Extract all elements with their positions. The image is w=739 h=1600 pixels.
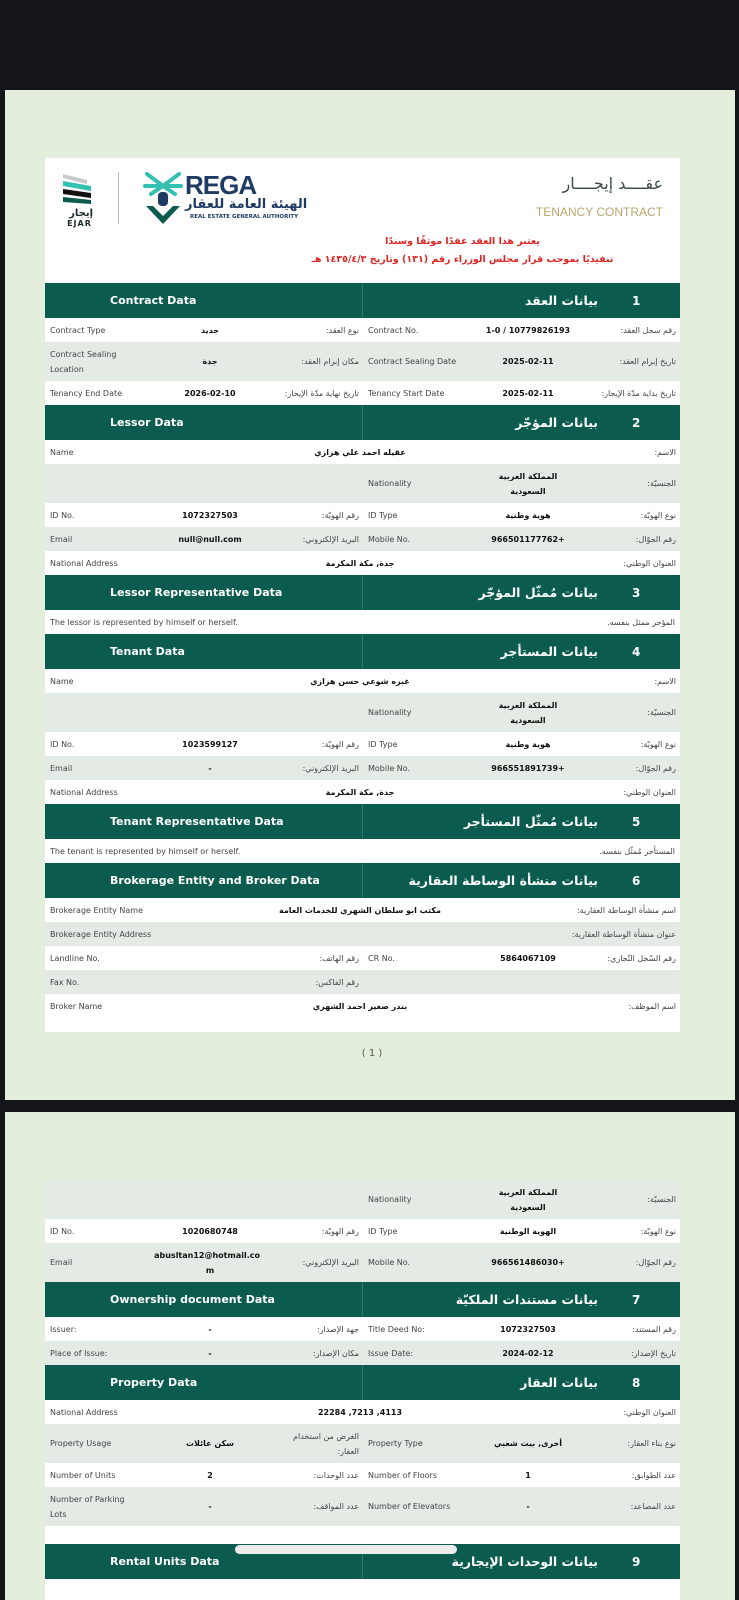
field-value: هوية وطنية bbox=[505, 510, 551, 520]
rega-name-en: REAL ESTATE GENERAL AUTHORITY bbox=[190, 214, 299, 220]
section-title-ar: بيانات مُمثّل المؤجّر bbox=[478, 585, 598, 600]
field-label-en: Issue Date: bbox=[368, 1348, 414, 1358]
table-row bbox=[45, 1424, 680, 1463]
section-title-ar-group bbox=[363, 1282, 680, 1317]
section-title-en: Brokerage Entity and Broker Data bbox=[45, 863, 363, 898]
field-label-ar: الجنسيّة: bbox=[647, 1195, 676, 1204]
field-value: 1 bbox=[525, 1470, 531, 1480]
section-title-ar: بيانات المؤجّر bbox=[515, 415, 598, 430]
field-label-ar: نوع بناء العقار: bbox=[627, 1439, 676, 1448]
section-title-ar-group bbox=[363, 575, 680, 610]
section-header bbox=[45, 1365, 680, 1400]
field-label-ar: الاسم: bbox=[654, 676, 676, 686]
field-value: سكن عائلات bbox=[185, 1439, 235, 1448]
field-value: المملكة العربية السعودية bbox=[498, 471, 558, 496]
field-label-ar: تاريخ إبرام العقد: bbox=[619, 357, 676, 366]
field-label-en: The lessor is represented by himself or herself. bbox=[50, 617, 238, 627]
table-row bbox=[45, 1317, 680, 1341]
ejar-logo-ar: إيجار bbox=[69, 208, 93, 219]
field-label-en: Fax No. bbox=[50, 977, 80, 987]
table-row bbox=[45, 342, 680, 381]
field-label-ar: نوع العقد: bbox=[325, 325, 359, 335]
section-spacer bbox=[45, 1526, 680, 1544]
field-label-en: CR No. bbox=[368, 953, 395, 963]
table-row bbox=[45, 1487, 680, 1526]
field-label-en: ID Type bbox=[368, 510, 398, 520]
field-label-ar: رقم الفاكس: bbox=[315, 977, 359, 987]
field-label-en: The tenant is represented by himself or herself. bbox=[50, 846, 241, 856]
field-label-ar: رقم المستند: bbox=[632, 1324, 676, 1334]
section-header bbox=[45, 634, 680, 669]
table-row bbox=[45, 1400, 680, 1424]
field-label-en: Mobile No. bbox=[368, 534, 411, 544]
field-label-ar: الغرض من استخدام العقار: bbox=[293, 1431, 359, 1456]
field-label-ar: المستأجر مُمثّل بنفسه. bbox=[599, 846, 675, 856]
field-label-en: Email bbox=[50, 534, 73, 544]
field-label-en: Brokerage Entity Name bbox=[50, 905, 143, 915]
document-title-ar: عقــــد إيجــــار bbox=[562, 174, 663, 193]
field-label-en: Contract Type bbox=[50, 325, 106, 335]
ejar-stripes-icon bbox=[57, 172, 97, 206]
section-title-ar-group bbox=[363, 634, 680, 669]
section-title-en: Lessor Representative Data bbox=[45, 575, 363, 610]
table-row bbox=[45, 970, 680, 994]
notice-line-2: تنفيذيًا بموجب قرار مجلس الوزراء رقم (١٣١) وتاريخ ١٤٣٥/٤/٣ هـ bbox=[311, 254, 614, 265]
field-label-en: Nationality bbox=[368, 1195, 412, 1204]
table-row bbox=[45, 1219, 680, 1243]
field-label-ar: مكان الإصدار: bbox=[312, 1348, 359, 1358]
field-label-en: Email bbox=[50, 763, 73, 773]
section-2 bbox=[45, 405, 680, 575]
field-label-ar: الاسم: bbox=[654, 447, 676, 457]
field-value: 1072327503 bbox=[500, 1324, 556, 1334]
field-value: 5864067109 bbox=[500, 953, 556, 963]
section-3 bbox=[45, 575, 680, 634]
field-label-en: ID No. bbox=[50, 510, 75, 520]
field-value: هوية وطنية bbox=[505, 739, 551, 749]
field-label-en: Brokerage Entity Address bbox=[50, 929, 152, 939]
field-value: +966551891739 bbox=[491, 763, 565, 773]
table-row bbox=[45, 922, 680, 946]
field-value: عقيله احمد علي هزازي bbox=[314, 447, 406, 457]
section-title-ar: بيانات المستأجر bbox=[500, 644, 598, 659]
field-label-en: Nationality bbox=[368, 708, 412, 717]
field-label-ar: الجنسيّة: bbox=[647, 708, 676, 717]
field-value: - bbox=[208, 1502, 212, 1511]
field-label-ar: عدد الطوابق: bbox=[631, 1470, 676, 1480]
section-1 bbox=[45, 283, 680, 405]
field-value: جدة bbox=[202, 357, 218, 366]
table-row bbox=[45, 898, 680, 922]
field-label-ar: تاريخ الإصدار: bbox=[630, 1348, 676, 1358]
field-label-ar: عدد المواقف: bbox=[313, 1502, 359, 1511]
field-label-ar: البريد الإلكتروني: bbox=[302, 763, 359, 773]
section-title-ar: بيانات مُمثّل المستأجر bbox=[463, 814, 598, 829]
field-value: +966561486030 bbox=[491, 1258, 565, 1267]
field-value: 2025-02-11 bbox=[502, 357, 554, 366]
field-label-ar: رقم الجوّال: bbox=[635, 1258, 676, 1267]
field-label-en: Number of Parking Lots bbox=[50, 1494, 125, 1519]
contract-document bbox=[45, 1180, 680, 1600]
section-title-ar: بيانات الوحدات الإيجارية bbox=[451, 1554, 598, 1569]
page-number: ( 1 ) bbox=[361, 1048, 383, 1059]
field-label-ar: رقم الهويّة: bbox=[321, 739, 359, 749]
table-row bbox=[45, 527, 680, 551]
field-label-en: ID Type bbox=[368, 1226, 398, 1236]
field-label-ar: العنوان الوطني: bbox=[623, 1407, 676, 1417]
section-number: 7 bbox=[632, 1292, 641, 1307]
field-label-ar: رقم سجل العقد: bbox=[620, 325, 676, 335]
field-label-ar: رقم الجوّال: bbox=[635, 763, 676, 773]
field-value: 1020680748 bbox=[182, 1226, 238, 1236]
section-header bbox=[45, 575, 680, 610]
field-value: 4113, 7213, 22284 bbox=[317, 1407, 403, 1417]
table-row bbox=[45, 440, 680, 464]
field-value: المملكة العربية السعودية bbox=[498, 1187, 558, 1212]
section-6 bbox=[45, 863, 680, 1036]
field-value: مكتب ابو سلطان الشهري للخدمات العامة bbox=[279, 905, 441, 915]
table-row bbox=[45, 756, 680, 780]
section-title-ar: بيانات العقد bbox=[524, 293, 598, 308]
contract-sections bbox=[45, 283, 680, 1036]
section-number: 5 bbox=[632, 814, 641, 829]
table-row bbox=[45, 551, 680, 575]
table-row bbox=[45, 318, 680, 342]
field-label-en: Broker Name bbox=[50, 1001, 103, 1011]
field-label-en: Landline No. bbox=[50, 953, 100, 963]
field-label-ar: عنوان منشأة الوساطة العقارية: bbox=[571, 929, 676, 939]
table-row bbox=[45, 1463, 680, 1487]
field-label-ar: البريد الإلكتروني: bbox=[302, 1258, 359, 1267]
table-row bbox=[45, 669, 680, 693]
ejar-logo bbox=[57, 172, 97, 228]
field-label-ar: رقم الهاتف: bbox=[319, 953, 359, 963]
field-label-ar: جهة الإصدار: bbox=[316, 1324, 359, 1334]
field-label-ar: الجنسيّة: bbox=[647, 479, 676, 488]
field-value: جديد bbox=[200, 325, 219, 335]
field-label-en: ID No. bbox=[50, 739, 75, 749]
field-label-en: Tenancy End Date bbox=[50, 388, 123, 398]
section-5 bbox=[45, 804, 680, 863]
field-label-ar: العنوان الوطني: bbox=[623, 787, 676, 797]
section-continued bbox=[45, 1180, 680, 1282]
section-title-ar-group bbox=[363, 863, 680, 898]
contract-page-1 bbox=[5, 90, 735, 1100]
section-7 bbox=[45, 1282, 680, 1365]
table-row bbox=[45, 839, 680, 863]
field-label-ar: تاريخ نهاية مدّة الإيجار: bbox=[284, 388, 359, 398]
ejar-logo-en: EJAR bbox=[67, 219, 92, 228]
field-label-ar: مكان إبرام العقد: bbox=[301, 357, 359, 366]
section-title-ar-group bbox=[363, 804, 680, 839]
section-title-en: Property Data bbox=[45, 1365, 363, 1400]
section-number: 2 bbox=[632, 415, 641, 430]
section-title-en: Ownership document Data bbox=[45, 1282, 363, 1317]
field-value: 2026-02-10 bbox=[184, 388, 236, 398]
section-title-ar-group bbox=[363, 1365, 680, 1400]
rega-palm-icon bbox=[143, 170, 183, 228]
field-value: جدة, مكة المكرمة bbox=[325, 558, 395, 568]
table-row bbox=[45, 503, 680, 527]
table-row bbox=[45, 780, 680, 804]
section-title-ar-group bbox=[363, 405, 680, 440]
field-value: 1023599127 bbox=[182, 739, 238, 749]
field-value: 2 bbox=[207, 1470, 213, 1480]
field-label-ar: رقم الجوّال: bbox=[635, 534, 676, 544]
document-title-en: TENANCY CONTRACT bbox=[535, 205, 663, 219]
field-label-en: Number of Units bbox=[50, 1470, 116, 1480]
rega-name: REGA bbox=[185, 170, 257, 200]
section-header bbox=[45, 804, 680, 839]
field-label-ar: نوع الهويّة: bbox=[640, 510, 676, 520]
table-row bbox=[45, 693, 680, 732]
section-header bbox=[45, 1282, 680, 1317]
field-value: 1072327503 bbox=[182, 510, 238, 520]
section-header bbox=[45, 863, 680, 898]
field-label-en: Email bbox=[50, 1258, 73, 1267]
section-number: 8 bbox=[632, 1375, 641, 1390]
field-label-en: National Address bbox=[50, 1407, 118, 1417]
field-label-en: Place of Issue: bbox=[50, 1348, 108, 1358]
field-label-ar: نوع الهويّة: bbox=[640, 1226, 676, 1236]
table-row bbox=[45, 610, 680, 634]
field-value: - bbox=[208, 1348, 212, 1358]
field-value: - bbox=[208, 763, 212, 773]
field-label-ar: تاريخ بداية مدّة الإيجار: bbox=[601, 388, 676, 398]
section-spacer bbox=[45, 1018, 680, 1036]
field-label-ar: رقم الهويّة: bbox=[321, 1226, 359, 1236]
field-value: null@null.com bbox=[178, 534, 242, 544]
section-number: 4 bbox=[632, 644, 641, 659]
field-label-ar: عدد الوحدات: bbox=[313, 1470, 359, 1480]
rega-name-ar: الهيئة العامة للعقار bbox=[185, 197, 308, 212]
section-title-en: Tenant Representative Data bbox=[45, 804, 363, 839]
field-label-en: Contract Sealing Date bbox=[368, 357, 457, 366]
section-number: 3 bbox=[632, 585, 641, 600]
field-label-en: Number of Floors bbox=[368, 1470, 438, 1480]
field-label-ar: رقم الهويّة: bbox=[321, 510, 359, 520]
field-label-en: ID No. bbox=[50, 1226, 75, 1236]
table-row bbox=[45, 732, 680, 756]
section-title-en: Contract Data bbox=[45, 283, 363, 318]
field-value: غبره شوعي حسن هزازي bbox=[310, 676, 410, 686]
field-label-en: ID Type bbox=[368, 739, 398, 749]
section-title-ar-group bbox=[363, 283, 680, 318]
contract-document bbox=[45, 158, 680, 1032]
field-label-ar: عدد المصاعد: bbox=[630, 1502, 676, 1511]
logo-divider bbox=[118, 172, 119, 224]
field-label-en: Number of Elevators bbox=[368, 1502, 451, 1511]
section-title-en: Lessor Data bbox=[45, 405, 363, 440]
field-value: - bbox=[526, 1502, 530, 1511]
field-label-en: Nationality bbox=[368, 479, 412, 488]
field-label-en: Name bbox=[50, 676, 74, 686]
table-row bbox=[45, 994, 680, 1018]
field-label-ar: العنوان الوطني: bbox=[623, 558, 676, 568]
field-value: بندر صغير احمد الشهري bbox=[312, 1001, 408, 1011]
field-label-ar: نوع الهويّة: bbox=[640, 739, 676, 749]
field-label-ar: رقم السّجل التّجاري: bbox=[607, 953, 676, 963]
field-label-en: Property Usage bbox=[50, 1439, 112, 1448]
field-label-en: Property Type bbox=[368, 1439, 423, 1448]
table-row bbox=[45, 464, 680, 503]
notice-line-1: يعتبر هذا العقد عقدًا موثقًا وسندًا bbox=[385, 236, 540, 247]
section-title-en: Tenant Data bbox=[45, 634, 363, 669]
contract-page-2 bbox=[5, 1112, 735, 1600]
field-label-ar: اسم منشأة الوساطة العقارية: bbox=[576, 905, 676, 915]
field-value: جدة, مكة المكرمة bbox=[325, 787, 395, 797]
field-value: الهوية الوطنية bbox=[499, 1226, 557, 1236]
field-label-en: Title Deed No: bbox=[368, 1324, 425, 1334]
field-label-en: Mobile No. bbox=[368, 763, 411, 773]
section-number: 6 bbox=[632, 873, 641, 888]
field-value: 10779826193 / 1-0 bbox=[485, 325, 571, 335]
field-label-en: Name bbox=[50, 447, 74, 457]
section-title-ar: بيانات العقار bbox=[520, 1375, 598, 1390]
field-value: 2025-02-11 bbox=[502, 388, 554, 398]
section-number: 1 bbox=[632, 293, 641, 308]
section-8 bbox=[45, 1365, 680, 1544]
rega-logo bbox=[143, 170, 343, 230]
field-value: - bbox=[208, 1324, 212, 1334]
section-title-ar: بيانات منشأة الوساطة العقارية bbox=[408, 873, 598, 888]
section-title-ar: بيانات مستندات الملكيّة bbox=[455, 1292, 598, 1307]
field-label-ar: المؤجر ممثل بنفسه. bbox=[607, 617, 675, 627]
field-value: المملكة العربية السعودية bbox=[498, 700, 558, 725]
field-label-en: National Address bbox=[50, 558, 118, 568]
section-number: 9 bbox=[632, 1554, 641, 1569]
section-title-en: Rental Units Data bbox=[45, 1544, 363, 1579]
table-row bbox=[45, 1341, 680, 1365]
document-header bbox=[45, 158, 680, 283]
table-row bbox=[45, 381, 680, 405]
field-label-en: Contract No. bbox=[368, 325, 419, 335]
field-value: abusltan12@hotmail.co m bbox=[154, 1250, 260, 1275]
field-label-en: Tenancy Start Date bbox=[368, 388, 445, 398]
field-label-en: Mobile No. bbox=[368, 1258, 411, 1267]
field-label-ar: اسم الموظف: bbox=[628, 1001, 676, 1011]
field-label-en: National Address bbox=[50, 787, 118, 797]
table-row bbox=[45, 946, 680, 970]
field-value: أخرى, بيت شعبي bbox=[494, 1439, 562, 1448]
field-value: 2024-02-12 bbox=[502, 1348, 554, 1358]
contract-sections bbox=[45, 1180, 680, 1579]
field-label-ar: البريد الإلكتروني: bbox=[302, 534, 359, 544]
table-row bbox=[45, 1243, 680, 1282]
field-value: +966501177762 bbox=[491, 534, 565, 544]
scroll-indicator[interactable] bbox=[235, 1545, 457, 1554]
field-label-en: Contract Sealing Location bbox=[50, 349, 117, 374]
section-header bbox=[45, 405, 680, 440]
section-4 bbox=[45, 634, 680, 804]
section-header bbox=[45, 283, 680, 318]
table-row bbox=[45, 1180, 680, 1219]
field-label-en: Issuer: bbox=[50, 1324, 77, 1334]
